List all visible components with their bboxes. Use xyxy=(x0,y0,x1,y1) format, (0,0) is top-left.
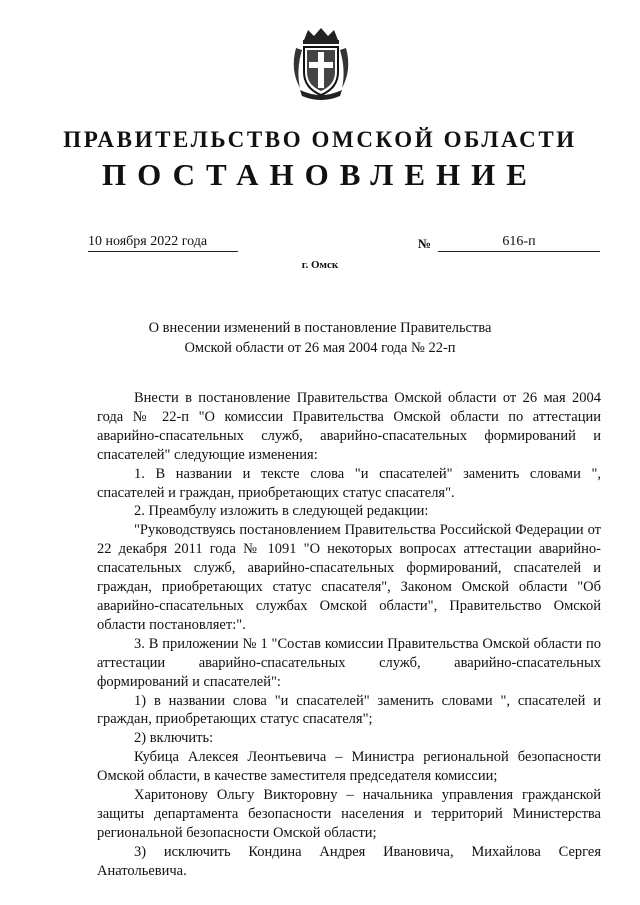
paragraph: Внести в постановление Правительства Омской области от 26 мая 2004 года № 22-п "О комиссии Правительства Омской области по аттестации аварийно-спасательных служб, аварийно-спасательных формирований и спасателей" следующие изменения: xyxy=(97,390,601,463)
paragraph: 3. В приложении № 1 "Состав комиссии Правительства Омской области по аттестации аварийно-спасательных служб, аварийно-спасательных формирований и спасателей": xyxy=(97,635,601,690)
paragraph: 3) исключить Кондина Андрея Ивановича, Михайлова Сергея Анатольевича. xyxy=(97,843,601,879)
subject-line-2: Омской области от 26 мая 2004 года № 22-п xyxy=(184,340,456,356)
document-date: 10 ноября 2022 года xyxy=(88,234,238,252)
city: г. Омск xyxy=(301,259,339,271)
paragraph: 2. Преамбулу изложить в следующей редакции: xyxy=(134,503,429,520)
paragraph: 2) включить: xyxy=(134,730,214,747)
number-label: № xyxy=(418,236,432,251)
subject-line-1: О внесении изменений в постановление Правительства xyxy=(148,320,492,336)
document-body xyxy=(97,389,601,881)
paragraph: 1) в названии слова "и спасателей" заменить словами ", спасателей и граждан, приобретающих статус спасателя"; xyxy=(97,692,601,728)
paragraph: 1. В названии и тексте слова "и спасателей" заменить словами ", спасателей и граждан, приобретающих статус спасателя". xyxy=(97,465,601,501)
document-number: 616-п xyxy=(438,234,600,252)
paragraph: Харитонову Ольгу Викторовну – начальника управления гражданской защиты департамента безопасности населения и территорий Министерства региональной безопасности Омской области; xyxy=(97,787,601,841)
paragraph: Кубица Алексея Леонтьевича – Министра региональной безопасности Омской области, в качестве заместителя председателя комиссии; xyxy=(97,749,601,785)
paragraph: "Руководствуясь постановлением Правительства Российской Федерации от 22 декабря 2011 года № 1091 "О некоторых вопросах аттестации аварийно-спасательных служб, аварийно-спасательных формирований, спасателей и граждан, приобретающих статус спасателя", Законом Омской области "Об аварийно-спасательных службах Омской области", Правительство Омской области постановляет:". xyxy=(97,522,601,633)
government-title: ПРАВИТЕЛЬСТВО ОМСКОЙ ОБЛАСТИ xyxy=(63,127,577,152)
omsk-coat-of-arms-icon xyxy=(290,26,352,100)
document-type: ПОСТАНОВЛЕНИЕ xyxy=(102,157,538,192)
subject xyxy=(0,318,640,358)
